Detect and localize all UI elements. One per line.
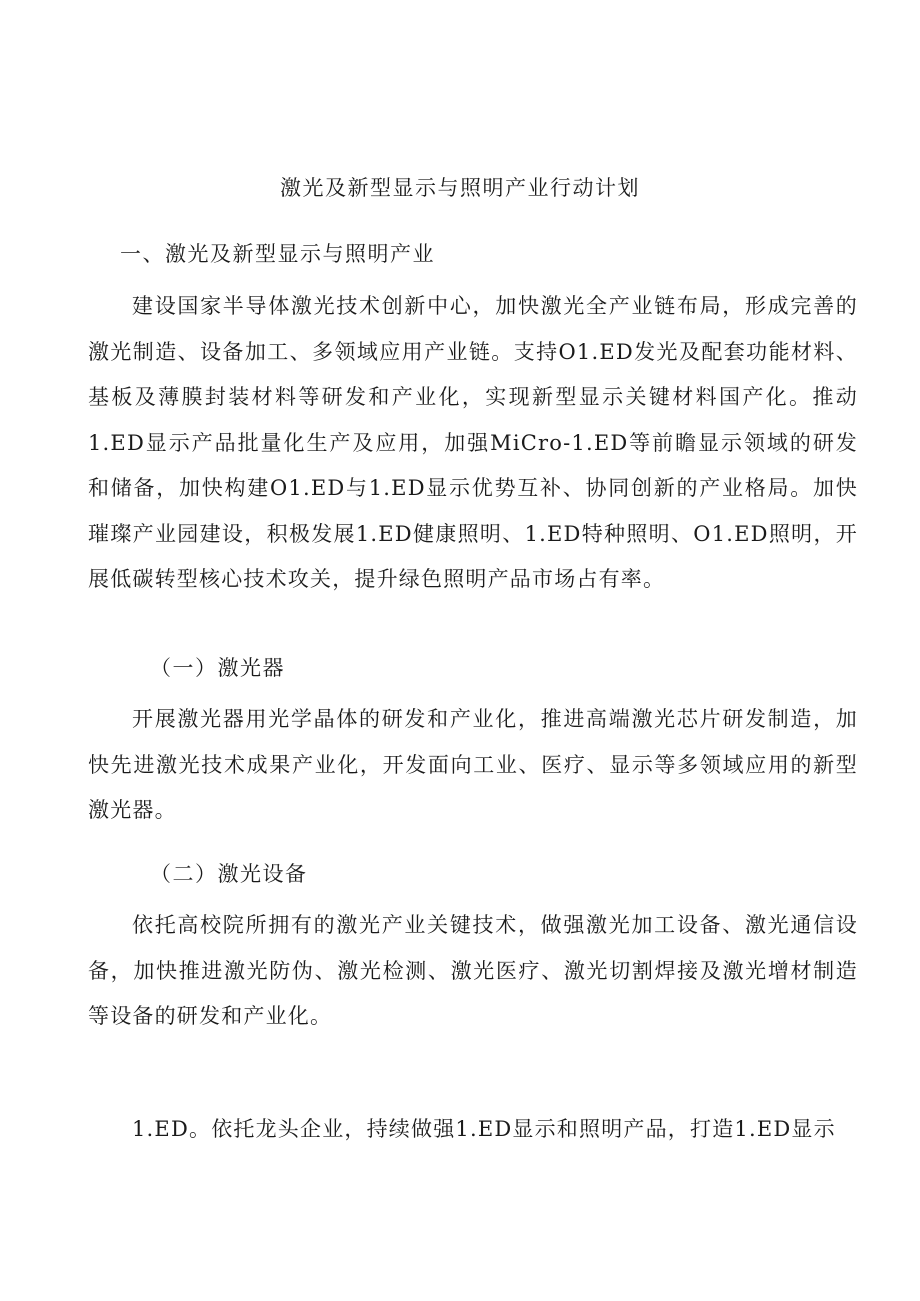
paragraph-led: 1.ED。依托龙头企业，持续做强1.ED显示和照明产品，打造1.ED显示 <box>132 1117 836 1141</box>
paragraph-intro: 建设国家半导体激光技术创新中心，加快激光全产业链布局，形成完善的激光制造、设备加工、多领域应用产业链。支持O1.ED发光及配套功能材料、基板及薄膜封装材料等研发和产业化，实现新型显示关键材料国产化。推动1.ED显示产品批量化生产及应用，加强MiCro-1.ED等前瞻显示领域的研发和储备，加快构建O1.ED与1.ED显示优势互补、协同创新的产业格局。加快璀璨产业园建设，积极发展1.ED健康照明、1.ED特种照明、O1.ED照明，开展低碳转型核心技术攻关，提升绿色照明产品市场占有率。 <box>88 294 858 591</box>
document-title: 激光及新型显示与照明产业行动计划 <box>280 176 640 200</box>
subheading-laser: （一）激光器 <box>150 656 285 680</box>
paragraph-laser: 开展激光器用光学晶体的研发和产业化，推进高端激光芯片研发制造，加快先进激光技术成果产业化，开发面向工业、医疗、显示等多领域应用的新型激光器。 <box>88 707 858 822</box>
paragraph-laser-equipment: 依托高校院所拥有的激光产业关键技术，做强激光加工设备、激光通信设备，加快推进激光防伪、激光检测、激光医疗、激光切割焊接及激光增材制造等设备的研发和产业化。 <box>88 913 858 1028</box>
subheading-laser-equipment: （二）激光设备 <box>150 862 308 886</box>
section-heading: 一、激光及新型显示与照明产业 <box>120 242 435 266</box>
